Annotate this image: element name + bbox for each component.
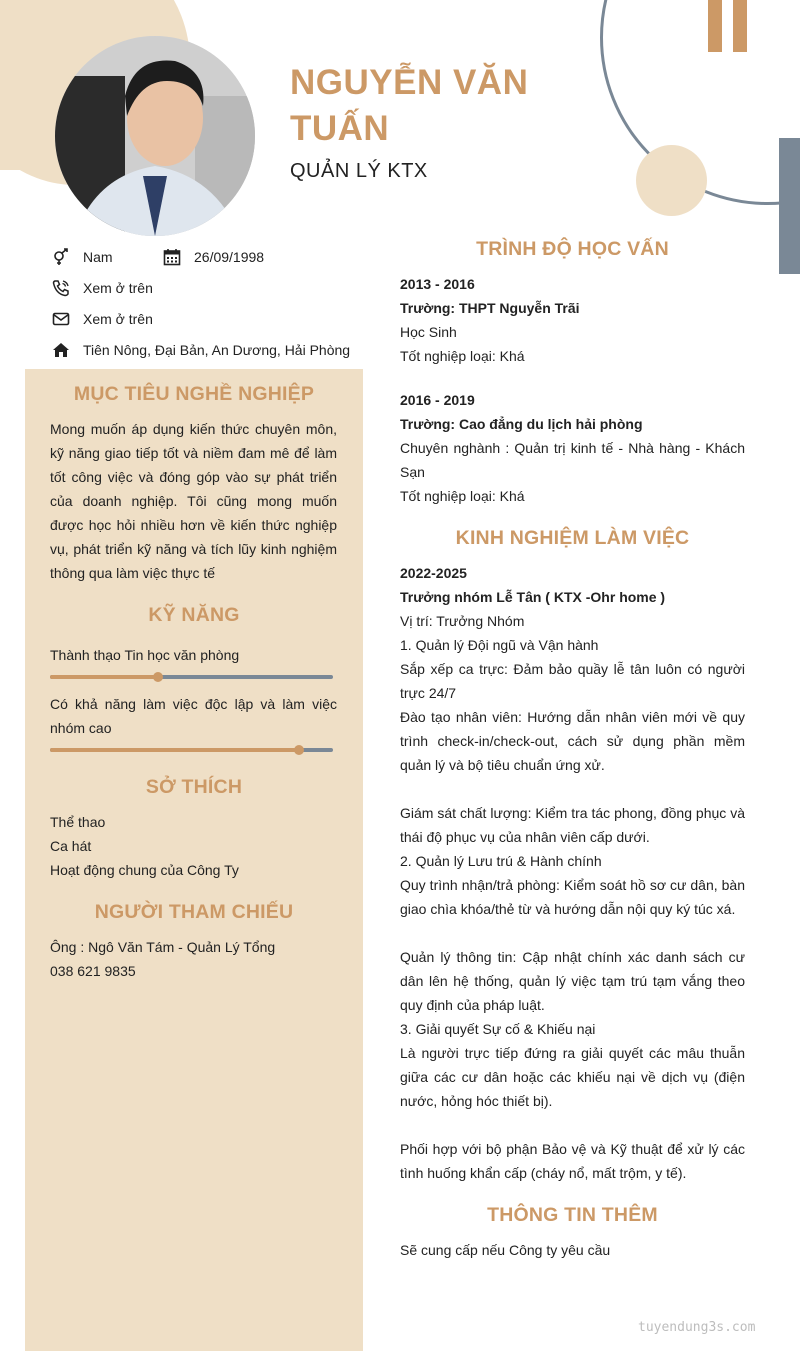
hobbies-list bbox=[50, 810, 337, 882]
avatar bbox=[55, 36, 255, 236]
phone-row bbox=[52, 279, 153, 297]
education-title: TRÌNH ĐỘ HỌC VẤN bbox=[476, 238, 669, 260]
experience-detail: Quản lý thông tin: Cập nhật chính xác danh sách cư dân lên hệ thống, quản lý việc tạm trú tạm vắng theo quy định của pháp luật. bbox=[400, 949, 745, 1013]
experience-entry bbox=[400, 561, 745, 1185]
email-value: Xem ở trên bbox=[83, 311, 153, 327]
hobbies-title: SỞ THÍCH bbox=[145, 776, 243, 798]
experience-detail: Sắp xếp ca trực: Đảm bảo quầy lễ tân luôn có người trực 24/7 bbox=[400, 661, 745, 701]
skill-bar bbox=[50, 748, 333, 752]
skill-bar-knob bbox=[294, 745, 304, 755]
objective-text: Mong muốn áp dụng kiến thức chuyên môn, kỹ năng giao tiếp tốt và niềm đam mê để làm tốt công việc và đóng góp vào sự phát triển của doanh nghiệp. Tôi cũng mong muốn được học hỏi nhiều hơn về kiến thức nghiệp vụ, phát triển kỹ năng và tích lũy kinh nghiệm thông qua làm việc thực tế bbox=[50, 421, 337, 581]
experience-detail: Là người trực tiếp đứng ra giải quyết các mâu thuẫn giữa các cư dân hoặc các khiếu nại về dịch vụ (điện nước, hỏng hóc thiết bị). bbox=[400, 1045, 745, 1109]
experience-subheading: 3. Giải quyết Sự cố & Khiếu nại bbox=[400, 1021, 596, 1037]
skills-title: KỸ NĂNG bbox=[148, 604, 240, 626]
experience-detail: Đào tạo nhân viên: Hướng dẫn nhân viên mới về quy trình check-in/check-out, cách sử dụng phần mềm quản lý và bộ tiêu chuẩn ứng xử. bbox=[400, 709, 745, 773]
education-school: Trường: THPT Nguyễn Trãi bbox=[400, 300, 580, 316]
hobby-item: Thể thao bbox=[50, 814, 106, 830]
job-title: QUẢN LÝ KTX bbox=[290, 160, 428, 182]
phone-value: Xem ở trên bbox=[83, 280, 153, 296]
reference-line: Ông : Ngô Văn Tám - Quản Lý Tổng bbox=[50, 939, 276, 955]
avatar-photo bbox=[55, 36, 255, 236]
home-icon bbox=[52, 341, 70, 359]
calendar-icon bbox=[163, 248, 181, 266]
skill-label: Thành thạo Tin học văn phòng bbox=[50, 647, 240, 663]
education-school: Trường: Cao đẳng du lịch hải phòng bbox=[400, 416, 643, 432]
experience-company: Trưởng nhóm Lễ Tân ( KTX -Ohr home ) bbox=[400, 589, 666, 605]
candidate-name: NGUYỄN VĂN TUẤN bbox=[290, 63, 529, 148]
gender-row bbox=[52, 248, 113, 266]
birthday-value: 26/09/1998 bbox=[194, 249, 265, 265]
references-title: NGƯỜI THAM CHIẾU bbox=[94, 901, 294, 923]
objective-title: MỤC TIÊU NGHỀ NGHIỆP bbox=[73, 383, 315, 405]
decor-bar bbox=[708, 0, 722, 52]
skill-bar-fill bbox=[50, 675, 158, 679]
skill-label: Có khả năng làm việc độc lập và làm việc nhóm cao bbox=[50, 696, 337, 736]
education-grade: Tốt nghiệp loại: Khá bbox=[400, 488, 525, 504]
gender-icon bbox=[52, 248, 70, 266]
phone-icon bbox=[52, 279, 70, 297]
experience-title: KINH NGHIỆM LÀM VIỆC bbox=[455, 527, 690, 549]
experience-period: 2022-2025 bbox=[400, 565, 467, 581]
experience-detail: Phối hợp với bộ phận Bảo vệ và Kỹ thuật để xử lý các tình huống khẩn cấp (cháy nổ, mất trộm, y tế). bbox=[400, 1141, 745, 1181]
email-row bbox=[52, 310, 153, 328]
watermark: tuyendung3s.com bbox=[638, 1320, 756, 1335]
decor-bar bbox=[733, 0, 747, 52]
address-row bbox=[52, 341, 350, 359]
hobby-item: Ca hát bbox=[50, 838, 92, 854]
experience-subheading: 2. Quản lý Lưu trú & Hành chính bbox=[400, 853, 602, 869]
skill-bar-fill bbox=[50, 748, 299, 752]
education-period: 2013 - 2016 bbox=[400, 276, 475, 292]
experience-detail: Quy trình nhận/trả phòng: Kiểm soát hồ sơ cư dân, bàn giao chìa khóa/thẻ từ và hướng dẫn nội quy ký túc xá. bbox=[400, 877, 745, 917]
education-period: 2016 - 2019 bbox=[400, 392, 475, 408]
address-value: Tiên Nông, Đại Bản, An Dương, Hải Phòng bbox=[83, 342, 351, 358]
birthday-row bbox=[163, 248, 264, 266]
hobby-item: Hoạt động chung của Công Ty bbox=[50, 862, 239, 878]
envelope-icon bbox=[52, 310, 70, 328]
experience-position: Vị trí: Trưởng Nhóm bbox=[400, 613, 525, 629]
decor-dot bbox=[636, 145, 707, 216]
reference-line: 038 621 9835 bbox=[50, 963, 136, 979]
experience-subheading: 1. Quản lý Đội ngũ và Vận hành bbox=[400, 637, 599, 653]
education-entry bbox=[400, 272, 745, 368]
additional-title: THÔNG TIN THÊM bbox=[487, 1204, 658, 1226]
references-list bbox=[50, 935, 337, 983]
education-entry bbox=[400, 388, 745, 508]
skill-bar-knob bbox=[153, 672, 163, 682]
education-major: Học Sinh bbox=[400, 324, 457, 340]
experience-detail: Giám sát chất lượng: Kiểm tra tác phong, đồng phục và thái độ phục vụ của nhân viên cấp dưới. bbox=[400, 805, 745, 845]
education-grade: Tốt nghiệp loại: Khá bbox=[400, 348, 525, 364]
education-major: Chuyên nghành : Quản trị kinh tế - Nhà hàng - Khách Sạn bbox=[400, 440, 745, 480]
additional-text: Sẽ cung cấp nếu Công ty yêu cầu bbox=[400, 1242, 611, 1258]
gender-value: Nam bbox=[83, 249, 113, 265]
decor-side-block bbox=[779, 138, 800, 274]
skill-bar bbox=[50, 675, 333, 679]
